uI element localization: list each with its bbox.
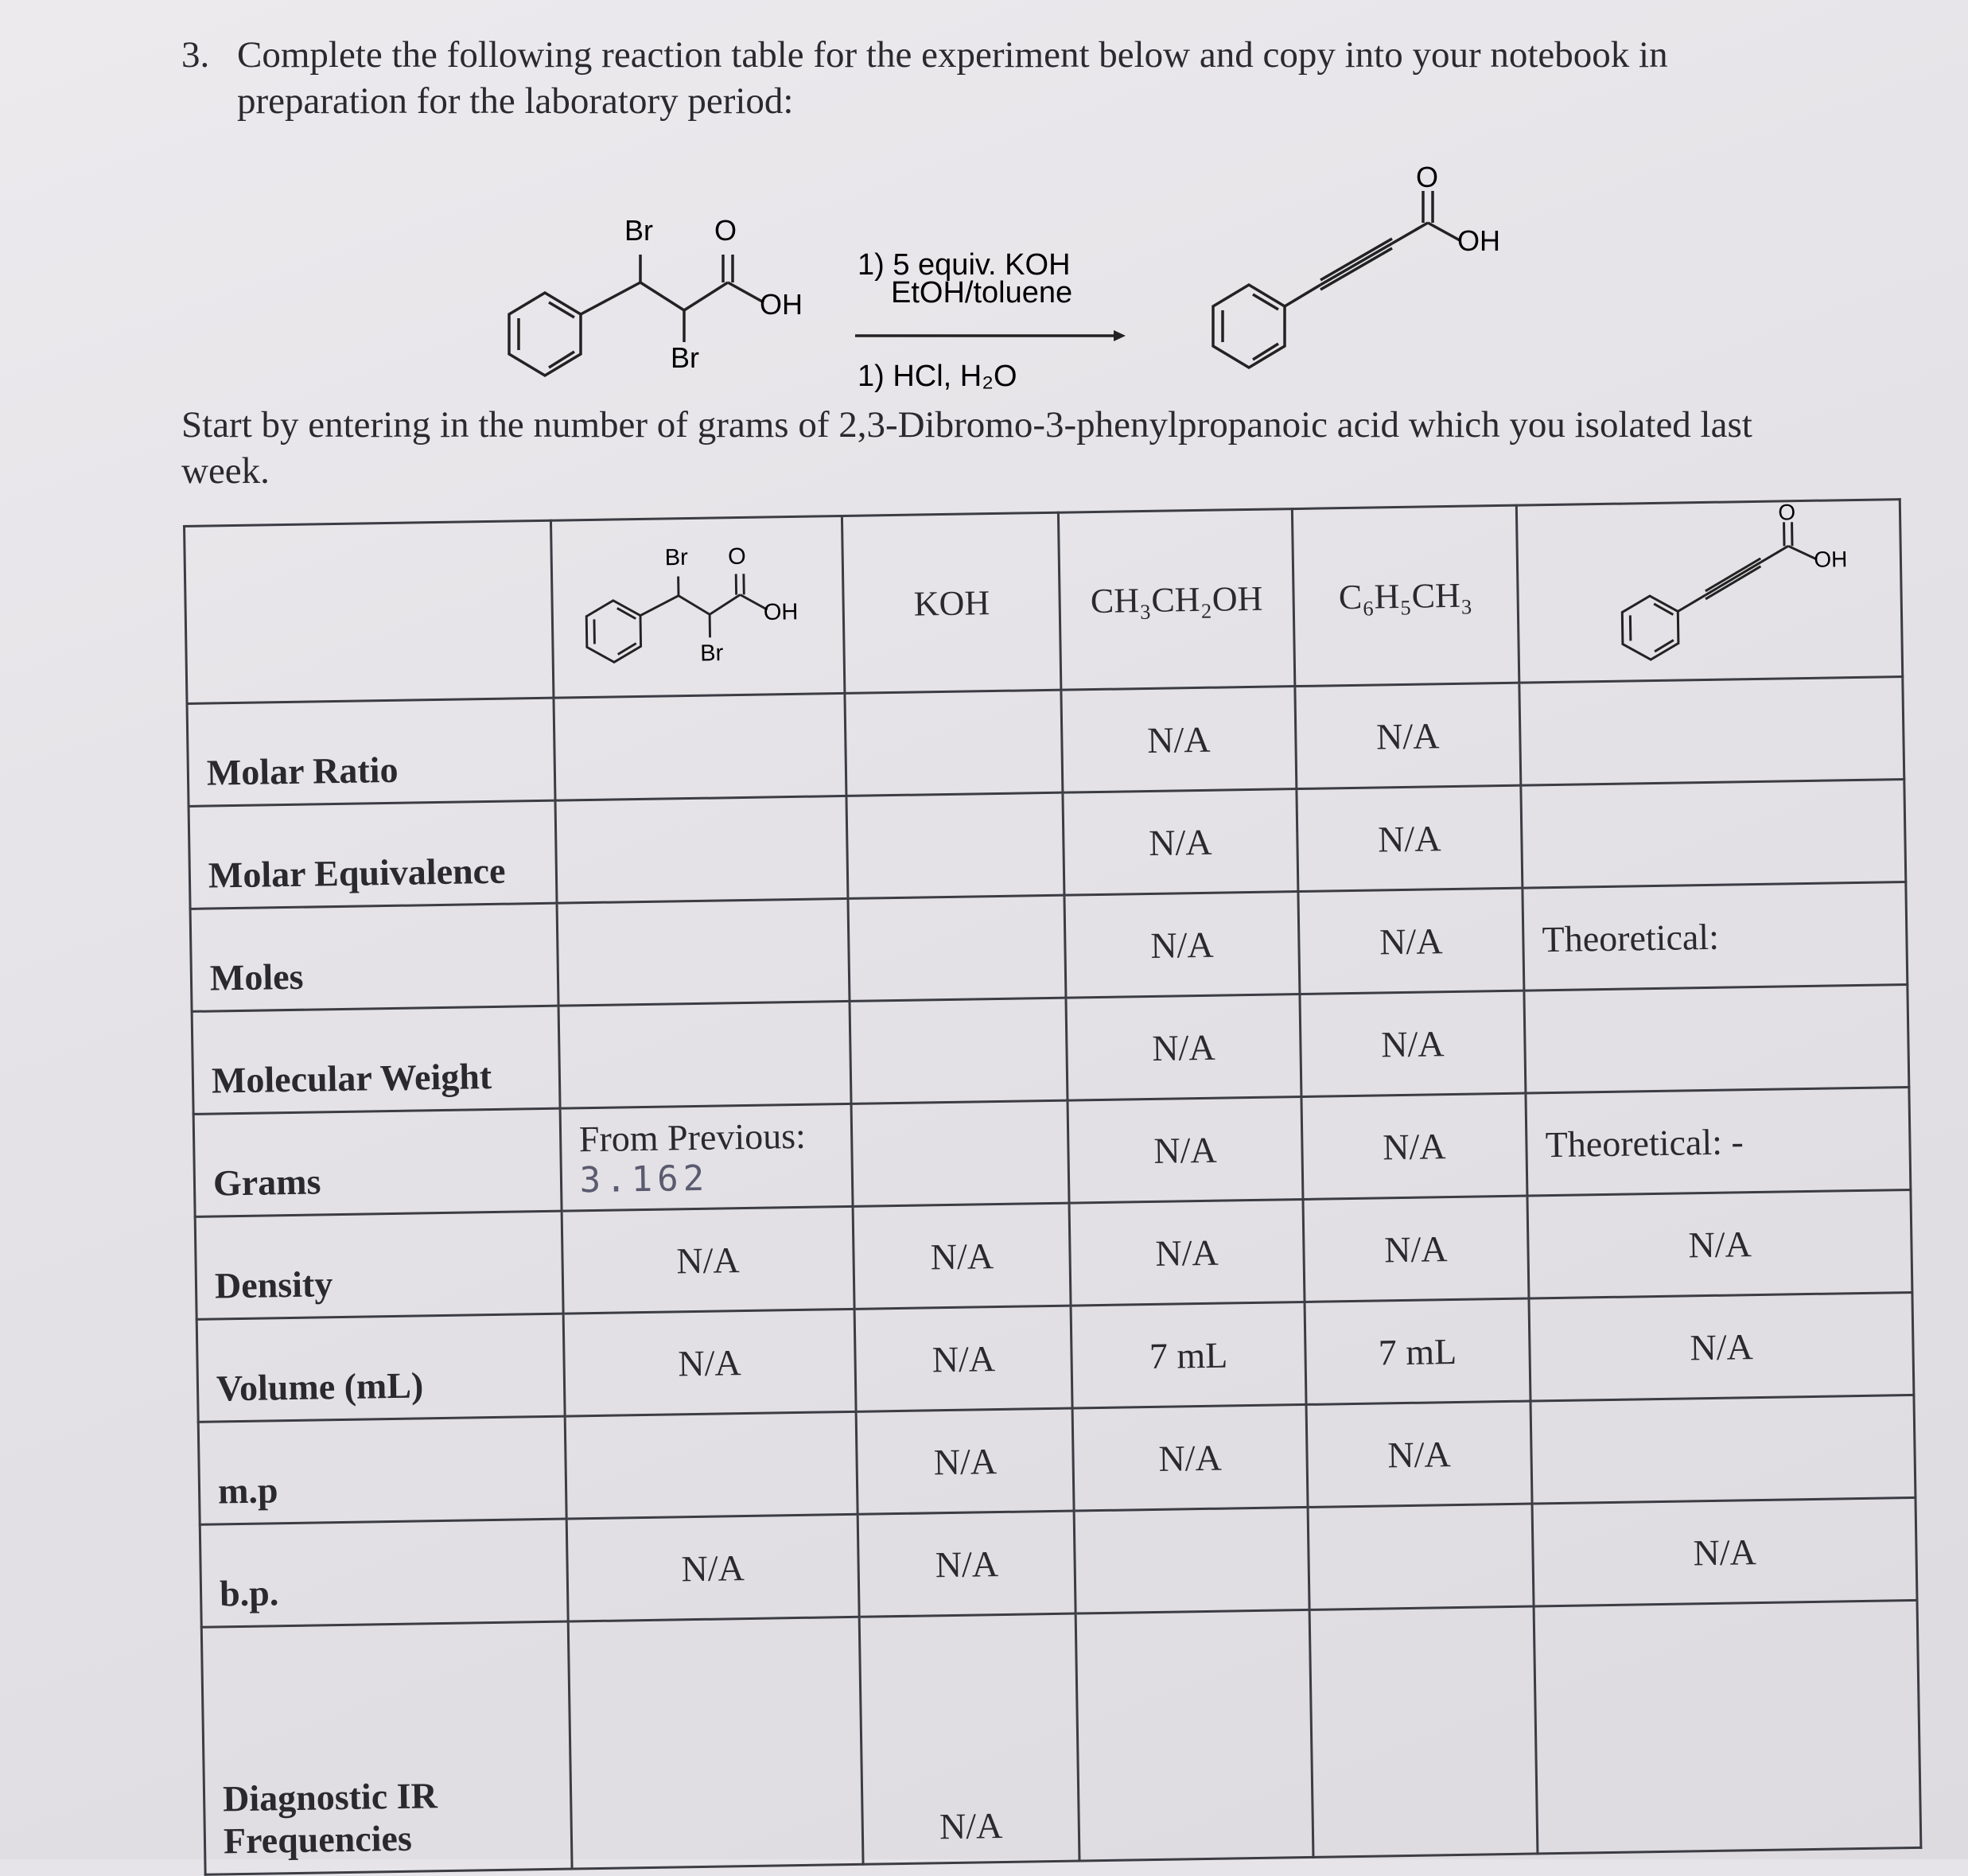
table-cell[interactable] [1534, 1600, 1921, 1854]
row-label-molar-ratio: Molar Ratio [187, 698, 555, 806]
product-structure [1213, 191, 1460, 368]
reactant-br-bottom: Br [671, 341, 699, 374]
table-cell: N/A [859, 1613, 1079, 1864]
table-cell: N/A [1068, 1097, 1302, 1204]
table-cell[interactable] [1075, 1507, 1309, 1613]
header-ethanol: CH₃CH₂OH [1059, 509, 1295, 691]
table-cell[interactable] [1308, 1504, 1534, 1609]
table-cell[interactable] [1524, 985, 1909, 1094]
table-product-oh: OH [1814, 547, 1847, 572]
table-cell[interactable] [1519, 677, 1904, 786]
table-cell: N/A [1069, 1199, 1304, 1306]
table-cell-theoretical-moles[interactable]: Theoretical: [1523, 882, 1908, 991]
table-cell: N/A [1064, 892, 1299, 998]
table-cell: N/A [853, 1203, 1071, 1309]
table-cell: N/A [1296, 785, 1523, 891]
table-cell: N/A [1529, 1292, 1914, 1401]
header-dibromo-acid [550, 516, 845, 698]
table-cell[interactable] [554, 693, 846, 800]
header-blank [185, 520, 554, 703]
row-label-moles: Moles [190, 903, 558, 1011]
row-label-mp: m.p [198, 1416, 566, 1524]
table-cell: N/A [1301, 1093, 1528, 1199]
product-o: O [1416, 161, 1438, 193]
table-cell: N/A [854, 1306, 1072, 1411]
reaction-scheme-drawing [477, 191, 1631, 406]
table-cell: N/A [1303, 1196, 1530, 1302]
table-cell: N/A [1306, 1401, 1533, 1507]
table-reactant-o: O [728, 544, 746, 570]
table-cell: N/A [1061, 687, 1296, 793]
row-label-bp: b.p. [200, 1519, 568, 1627]
reagent-step1: 1) 5 equiv. KOH [858, 248, 1071, 282]
header-toluene: C₆H₅CH₃ [1292, 505, 1519, 686]
reactant-structure [509, 255, 764, 376]
table-cell[interactable] [558, 1001, 851, 1108]
table-cell: N/A [1300, 991, 1527, 1096]
table-cell: N/A [856, 1408, 1074, 1514]
table-cell[interactable] [555, 796, 848, 903]
table-reactant-br-bottom: Br [700, 640, 724, 666]
table-cell[interactable] [846, 792, 1064, 898]
table-cell[interactable] [848, 895, 1066, 1001]
reactant-br-top: Br [624, 214, 653, 247]
table-cell: N/A [1527, 1189, 1912, 1298]
reactant-oh: OH [760, 288, 803, 321]
question-number: 3. [181, 32, 209, 78]
table-reactant-oh: OH [763, 599, 798, 625]
table-cell[interactable] [850, 998, 1068, 1103]
table-cell: N/A [858, 1511, 1075, 1617]
table-cell: N/A [1066, 994, 1301, 1101]
table-cell[interactable] [1530, 1395, 1915, 1504]
from-previous-label: From Previous: [578, 1114, 833, 1160]
row-label-molar-equivalence: Molar Equivalence [189, 800, 557, 909]
reagent-solvent: EtOH/toluene [891, 276, 1072, 309]
header-product [1517, 500, 1903, 683]
instruction-text: Start by entering in the number of grams of 2,3-Dibromo-3-phenylpropanoic acid which you isolated last week. [181, 402, 1772, 494]
reaction-scheme [477, 191, 1631, 406]
table-cell: N/A [1072, 1404, 1307, 1511]
table-cell: N/A [1532, 1497, 1917, 1606]
reagent-step2: 1) HCl, H₂O [858, 360, 1017, 393]
table-cell-grams-reactant[interactable] [560, 1103, 853, 1211]
row-label-volume: Volume (mL) [196, 1314, 565, 1422]
table-header-row [185, 500, 1903, 704]
table-cell-theoretical-grams[interactable]: Theoretical: - [1526, 1088, 1911, 1197]
dibromo-acid-structure [570, 525, 826, 688]
table-cell[interactable] [845, 690, 1063, 796]
table-cell[interactable] [1521, 780, 1906, 889]
row-label-density: Density [195, 1211, 563, 1319]
table-reactant-br-top: Br [664, 545, 688, 570]
table-cell[interactable] [565, 1411, 858, 1519]
table-cell[interactable] [1309, 1606, 1538, 1857]
row-label-molecular-weight: Molecular Weight [192, 1006, 560, 1114]
table-cell[interactable] [1076, 1609, 1313, 1861]
question-text [181, 32, 1820, 124]
table-cell: N/A [562, 1206, 854, 1314]
table-cell[interactable] [557, 898, 850, 1006]
table-product-o: O [1778, 500, 1795, 524]
table-cell: N/A [1063, 789, 1297, 896]
table-cell: N/A [566, 1514, 859, 1621]
header-koh: KOH [842, 512, 1062, 693]
reactant-o: O [714, 214, 737, 247]
question-body: Complete the following reaction table for the experiment below and copy into your notebook in preparation for the laboratory period: [237, 32, 1820, 124]
product-oh: OH [1457, 224, 1500, 257]
product-acid-structure [1535, 508, 1884, 673]
table-cell[interactable] [851, 1100, 1069, 1206]
handwritten-grams: 3.162 [579, 1156, 834, 1201]
row-label-grams: Grams [193, 1108, 562, 1216]
table-cell: N/A [1297, 888, 1524, 994]
table-cell: N/A [563, 1309, 856, 1416]
table-cell: 7 mL [1071, 1302, 1305, 1408]
row-label-ir: Diagnostic IR Frequencies [201, 1621, 572, 1874]
table-cell: N/A [1294, 683, 1521, 788]
table-cell: 7 mL [1305, 1298, 1531, 1404]
table-row [201, 1600, 1921, 1874]
table-cell[interactable] [568, 1617, 863, 1869]
reaction-table [183, 498, 1922, 1876]
